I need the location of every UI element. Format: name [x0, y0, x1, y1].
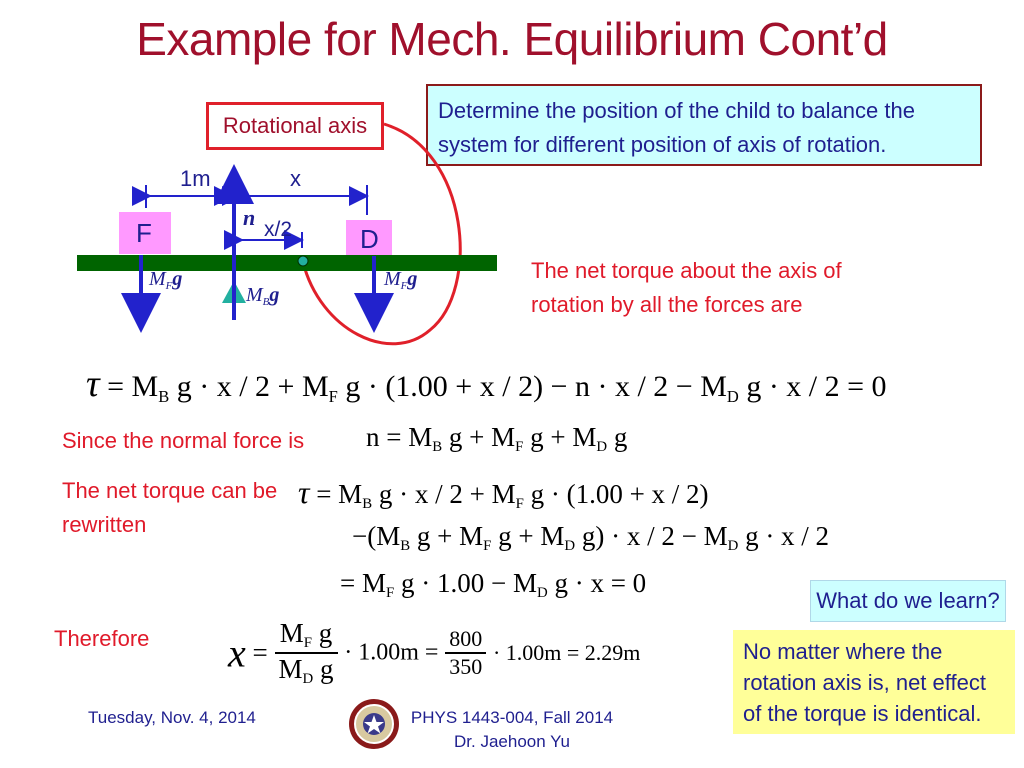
footer-course-name: PHYS 1443-004, Fall 2014	[410, 708, 614, 727]
slide-title: Example for Mech. Equilibrium Cont’d	[136, 13, 888, 65]
problem-statement-box: Determine the position of the child to balance the system for different position of axis of rotation.	[426, 84, 982, 166]
what-do-we-learn-box: What do we learn?	[810, 580, 1006, 622]
footer-date: Tuesday, Nov. 4, 2014	[88, 708, 256, 727]
therefore-text: Therefore	[54, 626, 150, 651]
conclusion-box: No matter where the rotation axis is, net effect of the torque is identical.	[733, 630, 1015, 734]
net-torque-description: The net torque about the axis of rotation by all the forces are	[531, 258, 842, 317]
university-seal-icon	[348, 698, 400, 750]
force-D-label: $M_Fg$	[384, 268, 418, 292]
normal-force-text: Since the normal force is	[62, 428, 305, 453]
equation-rewritten-line2: $-(M_B$ $g + M_F$ $g + M_D$ $g) \cdot x / 2 - M_D$ g · x / 2	[352, 521, 830, 555]
equation-rewritten-line1: $\tau = M_B$ $g \cdot x / 2 + M_F$ g · (1.00 + x / 2)	[298, 474, 709, 513]
footer-instructor: Dr. Jaehoon Yu	[454, 732, 570, 751]
force-F-label: $M_Fg$	[149, 268, 183, 292]
equation-normal-force: $n = M_B$ $g + M_F$ $g + M_D$ g	[366, 422, 628, 456]
footer-course	[404, 706, 620, 754]
dim-1m-label: 1m	[180, 166, 211, 191]
block-D-label: D	[360, 224, 379, 254]
dim-x-label: x	[290, 166, 301, 191]
dim-x2-label: x/2	[264, 218, 293, 241]
equation-rewritten-line3: = $M_F$ $g \cdot 1.00 - M_D$ g · x = 0	[340, 568, 647, 602]
block-F-label: F	[136, 218, 152, 248]
rewritten-text: The net torque can be rewritten	[62, 478, 278, 537]
force-B-label: $M_Bg$	[246, 284, 280, 308]
rotational-axis-label: Rotational axis	[206, 102, 384, 150]
equation-net-torque: $\tau = M_B$ $g \cdot x / 2 + M_F$ $g \cdot (1.00 + x / 2) - n \cdot x / 2 - M_D$ g · x / 2 = 0	[86, 363, 887, 406]
rotation-axis-dot	[298, 256, 308, 266]
normal-force-label: n	[243, 205, 256, 230]
equation-final-result: x = $\frac{M_F g}{M_D g}$ · 1.00m = $\frac{800}{350}$ · 1.00m = 2.29m	[228, 618, 641, 688]
